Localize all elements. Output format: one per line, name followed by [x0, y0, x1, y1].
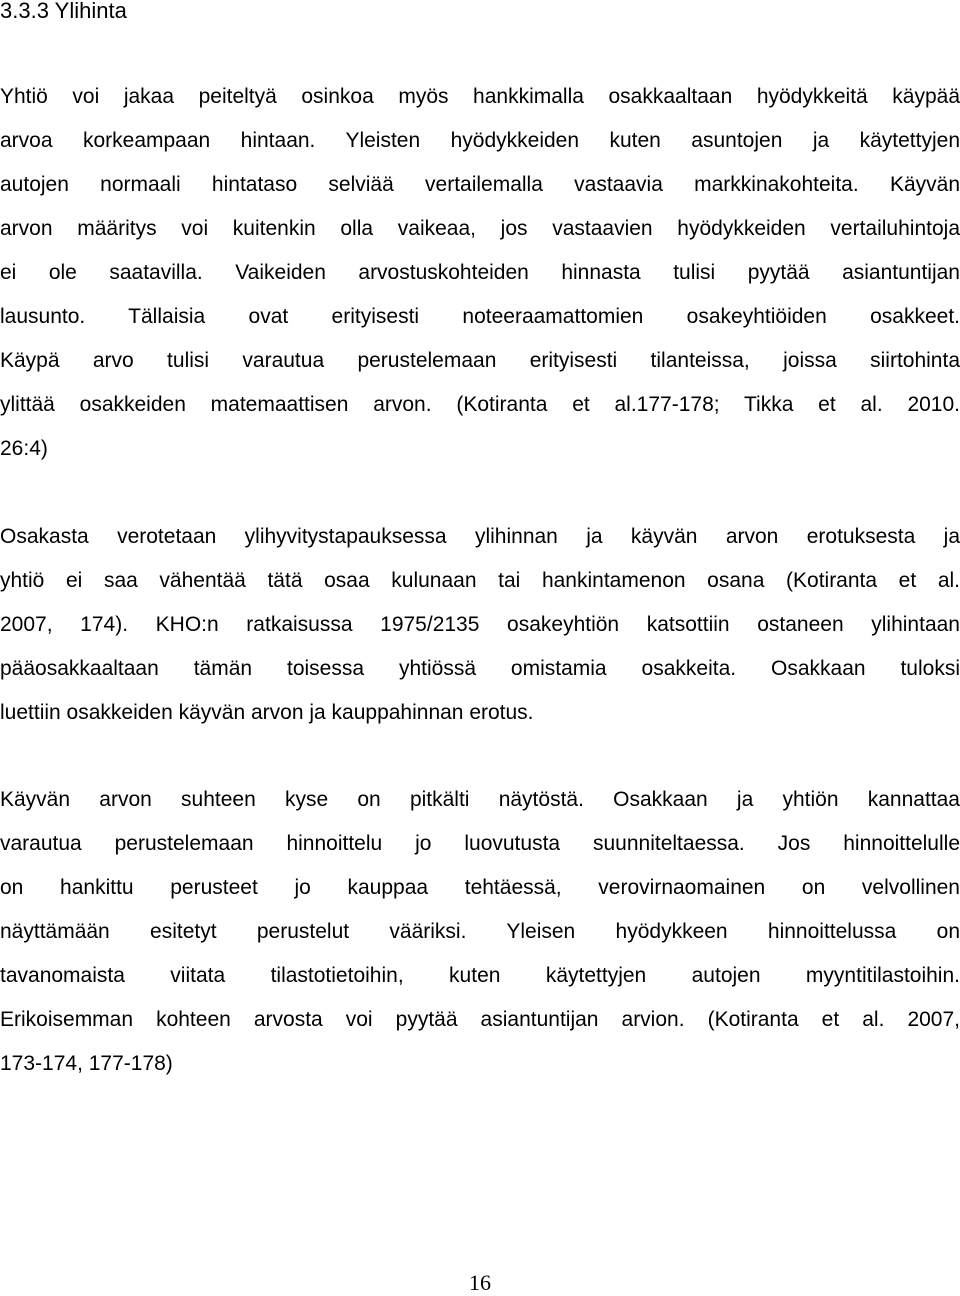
paragraph-3 — [0, 778, 960, 1086]
paragraph-2 — [0, 515, 960, 735]
text-line: ei ole saatavilla. Vaikeiden arvostuskohteiden hinnasta tulisi pyytää asiantuntijan — [0, 261, 960, 284]
paragraph-1 — [0, 75, 960, 471]
text-line: Käypä arvo tulisi varautua perustelemaan erityisesti tilanteissa, joissa siirtohinta — [0, 349, 960, 372]
text-line: varautua perustelemaan hinnoittelu jo luovutusta suunniteltaessa. Jos hinnoittelulle — [0, 832, 960, 855]
text-line: autojen normaali hintataso selviää vertailemalla vastaavia markkinakohteita. Käyvän — [0, 173, 960, 196]
text-line: ylittää osakkeiden matemaattisen arvon. (Kotiranta et al.177-178; Tikka et al. 2010. — [0, 393, 960, 416]
section-heading: 3.3.3 Ylihinta — [0, 0, 127, 23]
text-line: yhtiö ei saa vähentää tätä osaa kulunaan tai hankintamenon osana (Kotiranta et al. — [0, 569, 960, 592]
text-line: Yhtiö voi jakaa peiteltyä osinkoa myös hankkimalla osakkaaltaan hyödykkeitä käypää — [0, 85, 960, 108]
text-line: arvoa korkeampaan hintaan. Yleisten hyödykkeiden kuten asuntojen ja käytettyjen — [0, 129, 960, 152]
text-line: Erikoisemman kohteen arvosta voi pyytää asiantuntijan arvion. (Kotiranta et al. 2007, — [0, 1008, 960, 1031]
page-number: 16 — [469, 1270, 491, 1295]
text-line: luettiin osakkeiden käyvän arvon ja kauppahinnan erotus. — [0, 701, 534, 724]
text-line: pääosakkaaltaan tämän toisessa yhtiössä omistamia osakkeita. Osakkaan tuloksi — [0, 657, 960, 680]
text-line: näyttämään esitetyt perustelut vääriksi. Yleisen hyödykkeen hinnoittelussa on — [0, 920, 960, 943]
text-line: tavanomaista viitata tilastotietoihin, kuten käytettyjen autojen myyntitilastoihin. — [0, 964, 960, 987]
text-line: Osakasta verotetaan ylihyvitystapauksessa ylihinnan ja käyvän arvon erotuksesta ja — [0, 525, 960, 548]
text-line: 2007, 174). KHO:n ratkaisussa 1975/2135 osakeyhtiön katsottiin ostaneen ylihintaan — [0, 613, 960, 636]
text-line: 173-174, 177-178) — [0, 1052, 173, 1075]
text-line: on hankittu perusteet jo kauppaa tehtäessä, verovirnaomainen on velvollinen — [0, 876, 960, 899]
text-line: lausunto. Tällaisia ovat erityisesti noteeraamattomien osakeyhtiöiden osakkeet. — [0, 305, 960, 328]
text-line: Käyvän arvon suhteen kyse on pitkälti näytöstä. Osakkaan ja yhtiön kannattaa — [0, 788, 960, 811]
text-line: 26:4) — [0, 437, 48, 460]
text-line: arvon määritys voi kuitenkin olla vaikeaa, jos vastaavien hyödykkeiden vertailuhintoja — [0, 217, 960, 240]
